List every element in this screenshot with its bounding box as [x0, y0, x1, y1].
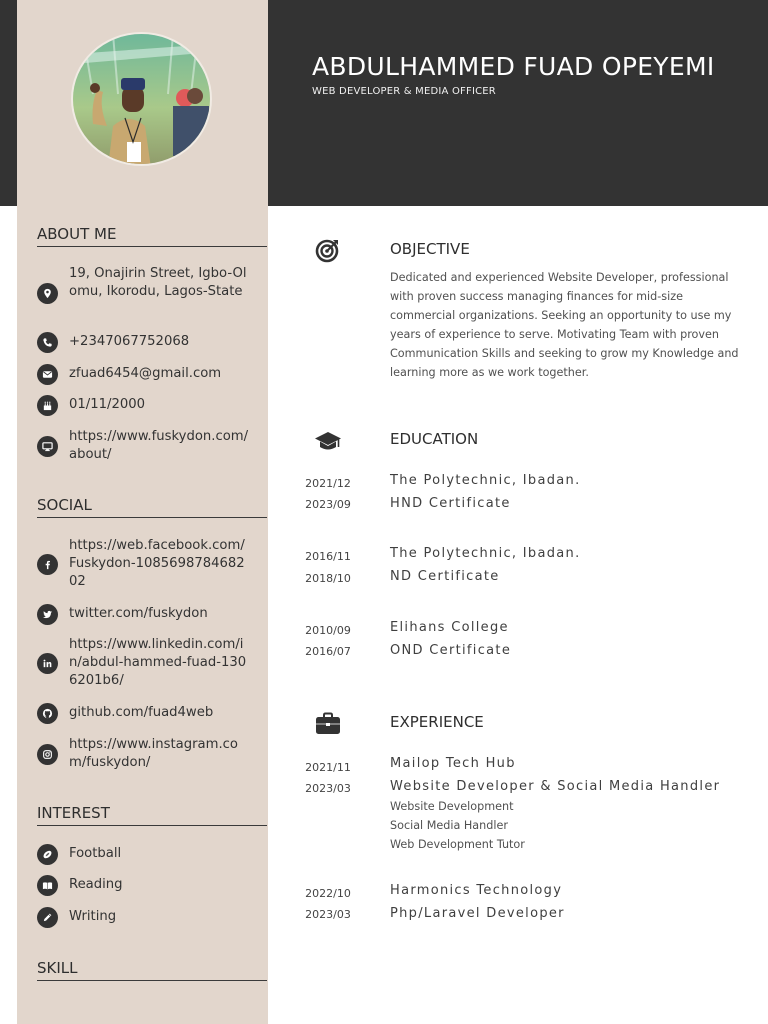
phone-icon — [37, 332, 58, 353]
pen-icon — [37, 907, 58, 928]
birthdate-text: 01/11/2000 — [69, 397, 146, 412]
twitter-icon — [37, 604, 58, 625]
github-link[interactable]: github.com/fuad4web — [69, 705, 214, 720]
experience-end-date: 2023/03 — [305, 782, 351, 795]
interest-label: Writing — [69, 909, 117, 924]
section-divider — [37, 980, 267, 981]
website-link[interactable]: https://www.fuskydon.com/about/ — [69, 429, 249, 462]
experience-position: Website Developer & Social Media Handler — [390, 779, 721, 794]
linkedin-link[interactable]: https://www.linkedin.com/in/abdul-hammed-fuad-1306201b6/ — [69, 637, 247, 688]
experience-duty: Web Development Tutor — [390, 838, 525, 851]
birthday-cake-icon — [37, 395, 58, 416]
address-text: 19, Onajirin Street, Igbo-Olomu, Ikorodu, Lagos-State — [69, 266, 247, 299]
github-icon — [37, 703, 58, 724]
instagram-icon — [37, 744, 58, 765]
education-end-date: 2016/07 — [305, 645, 351, 658]
education-end-date: 2023/09 — [305, 498, 351, 511]
experience-start-date: 2022/10 — [305, 887, 351, 900]
experience-company: Mailop Tech Hub — [390, 756, 516, 771]
about-me-heading: ABOUT ME — [37, 225, 117, 243]
instagram-link[interactable]: https://www.instagram.com/fuskydon/ — [69, 737, 238, 770]
linkedin-icon — [37, 653, 58, 674]
education-school: The Polytechnic, Ibadan. — [390, 473, 581, 488]
objective-text: Dedicated and experienced Website Developer, professional with proven success managing finances for mid-size commercial organizations. Seeking an opportunity to use my years of experience to serve. Motivating Team with proven Communication Skills and seeking to grow my Knowledge and learning more as we work together. — [390, 271, 739, 379]
education-school: Elihans College — [390, 620, 509, 635]
education-award: OND Certificate — [390, 643, 512, 658]
email-icon — [37, 364, 58, 385]
book-icon — [37, 875, 58, 896]
interest-label: Reading — [69, 877, 123, 892]
phone-text: +2347067752068 — [69, 334, 190, 349]
interest-heading: INTEREST — [37, 804, 110, 822]
social-heading: SOCIAL — [37, 496, 92, 514]
job-title: WEB DEVELOPER & MEDIA OFFICER — [312, 86, 496, 97]
skill-heading: SKILL — [37, 959, 78, 977]
experience-start-date: 2021/11 — [305, 761, 351, 774]
target-icon — [315, 237, 341, 261]
location-pin-icon — [37, 283, 58, 304]
profile-photo — [71, 32, 212, 166]
experience-end-date: 2023/03 — [305, 908, 351, 921]
facebook-icon — [37, 554, 58, 575]
education-start-date: 2016/11 — [305, 550, 351, 563]
graduation-cap-icon — [315, 430, 341, 454]
email-text[interactable]: zfuad6454@gmail.com — [69, 366, 222, 381]
education-start-date: 2021/12 — [305, 477, 351, 490]
experience-position: Php/Laravel Developer — [390, 906, 565, 921]
twitter-link[interactable]: twitter.com/fuskydon — [69, 606, 208, 621]
education-start-date: 2010/09 — [305, 624, 351, 637]
monitor-icon — [37, 436, 58, 457]
section-divider — [37, 246, 267, 247]
objective-heading: OBJECTIVE — [390, 240, 470, 258]
section-divider — [37, 825, 267, 826]
experience-company: Harmonics Technology — [390, 883, 563, 898]
football-icon — [37, 844, 58, 865]
experience-heading: EXPERIENCE — [390, 713, 484, 731]
section-divider — [37, 517, 267, 518]
education-end-date: 2018/10 — [305, 572, 351, 585]
experience-duty: Website Development — [390, 800, 514, 813]
facebook-link[interactable]: https://web.facebook.com/Fuskydon-108569878468202 — [69, 538, 245, 589]
education-award: ND Certificate — [390, 569, 500, 584]
interest-label: Football — [69, 846, 122, 861]
briefcase-icon — [315, 712, 341, 736]
experience-duty: Social Media Handler — [390, 819, 508, 832]
full-name: ABDULHAMMED FUAD OPEYEMI — [312, 52, 715, 81]
education-school: The Polytechnic, Ibadan. — [390, 546, 581, 561]
education-award: HND Certificate — [390, 496, 511, 511]
education-heading: EDUCATION — [390, 430, 479, 448]
